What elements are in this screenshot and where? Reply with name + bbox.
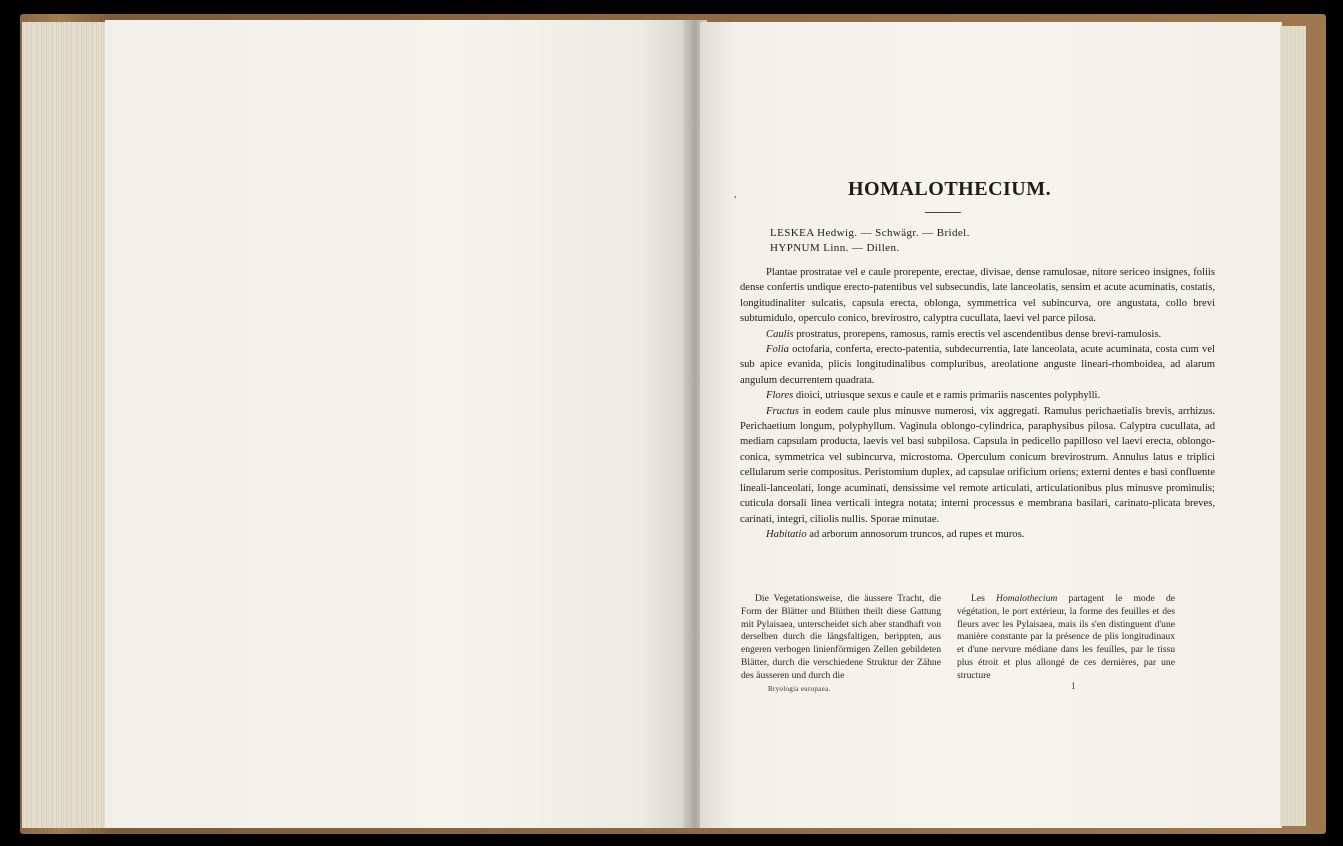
latin-lead: Caulis <box>766 328 794 340</box>
page-edges-right <box>1280 26 1306 826</box>
signature-mark: Bryologia europaea. <box>768 685 831 693</box>
latin-text: in eodem caule plus minusve numerosi, vix aggregati. Ramulus perichaetialis brevis, arrhizus. Perichaetium longum, polyphyllum. Vaginula oblongo-cylindrica, paraphysibus pilosa. Calyptra cucullata, ad mediam capsulam producta, laevis vel basi subpilosa. Capsula in pedicello papilloso vel laevi erecta, oblongo-conica, symmetrica vel subincurva, microstoma. Operculum conicum brevirostrum. Annulus latus e triplici cellularum serie compositus. Peristomium duplex, ad capsulae orificium oriens; externi dentes e basi confluente lineali-lanceolati, longe acuminati, densissime vel remote articulati, articulationibus plus minusve prominulis; cuticula dorsali linea verticali integra notata; interni processus e membrana basilari, carinato-plicata breves, carinati, integri, ciliolis nullis. Sporae minutae. <box>740 405 1215 525</box>
latin-paragraph <box>740 527 1215 542</box>
latin-text: Plantae prostratae vel e caule prorepente, erectae, divisae, dense ramulosae, nitore sericeo insignes, foliis dense confertis undique erecto-patentibus vel subsecundis, late lanceolatis, sensim et acute acuminatis, costatis, longitudinaliter sulcatis, capsula erecta, oblonga, symmetrica vel subincurva, ore angustata, collo brevi subtumidulo, operculo conico, brevirostro, calyptra cucullata, laevi vel parce pilosa. <box>740 267 1215 325</box>
german-column <box>741 593 941 683</box>
latin-text: ad arborum annosorum truncos, ad rupes et muros. <box>806 528 1025 540</box>
latin-text: dioici, utriusque sexus e caule et e ramis primariis nascentes polyphylli. <box>793 390 1101 402</box>
latin-description <box>740 265 1215 542</box>
german-text: Die Vegetationsweise, die äussere Tracht, die Form der Blätter und Blüthen theilt diese Gattung mit Pylaisaea, unterscheidet sich aber standhaft von derselben durch die längsfaltigen, berippten, aus engeren verbogen linienförmigen Zellen gebildeten Blätter, durch die verschiedene Struktur der Zähne des äusseren und durch die <box>741 593 941 681</box>
french-body: partagent le mode de végétation, le port extérieur, la forme des feuilles et des fleurs avec les Pylaisaea, mais ils s'en distinguent d'une manière constante par la présence de plis longitudinaux et d'une nervure médiane dans les feuilles, par le tissu plus étroit et plus allongé de ces dernières, par une structure <box>957 593 1175 681</box>
latin-paragraph <box>740 265 1215 327</box>
latin-lead: Habitatio <box>766 528 807 540</box>
left-page-blank <box>105 20 688 828</box>
page-edges-left <box>22 22 108 828</box>
latin-paragraph <box>740 327 1215 342</box>
page-number: 1 <box>1071 681 1076 691</box>
synonym-line-hypnum: HYPNUM Linn. — Dillen. <box>770 242 900 254</box>
latin-text: octofaria, conferta, erecto-patentia, subdecurrentia, late lanceolata, acute acuminata, costa cum vel sub apice evanida, plicis longitudinalibus compluribus, areolatione anguste lineari-rhomboidea, ad alarum angulum decurrentem quadrata. <box>740 344 1215 386</box>
margin-mark: , <box>734 189 737 200</box>
latin-lead: Folia <box>766 344 789 356</box>
genus-title: HOMALOTHECIUM. <box>848 178 1052 200</box>
latin-paragraph <box>740 404 1215 527</box>
latin-paragraph <box>740 388 1215 403</box>
latin-lead: Fructus <box>766 405 799 417</box>
title-rule <box>925 212 961 213</box>
french-lead: Les <box>971 593 997 604</box>
french-text <box>957 593 1175 683</box>
latin-text: prostratus, prorepens, ramosus, ramis erectis vel ascendentibus dense brevi-ramulosis. <box>793 328 1162 340</box>
latin-lead: Flores <box>766 390 794 402</box>
latin-paragraph <box>740 342 1215 388</box>
synonym-line-leskea: LESKEA Hedwig. — Schwägr. — Bridel. <box>770 227 970 239</box>
french-genus: Homalothecium <box>996 593 1058 604</box>
french-column <box>957 593 1175 683</box>
